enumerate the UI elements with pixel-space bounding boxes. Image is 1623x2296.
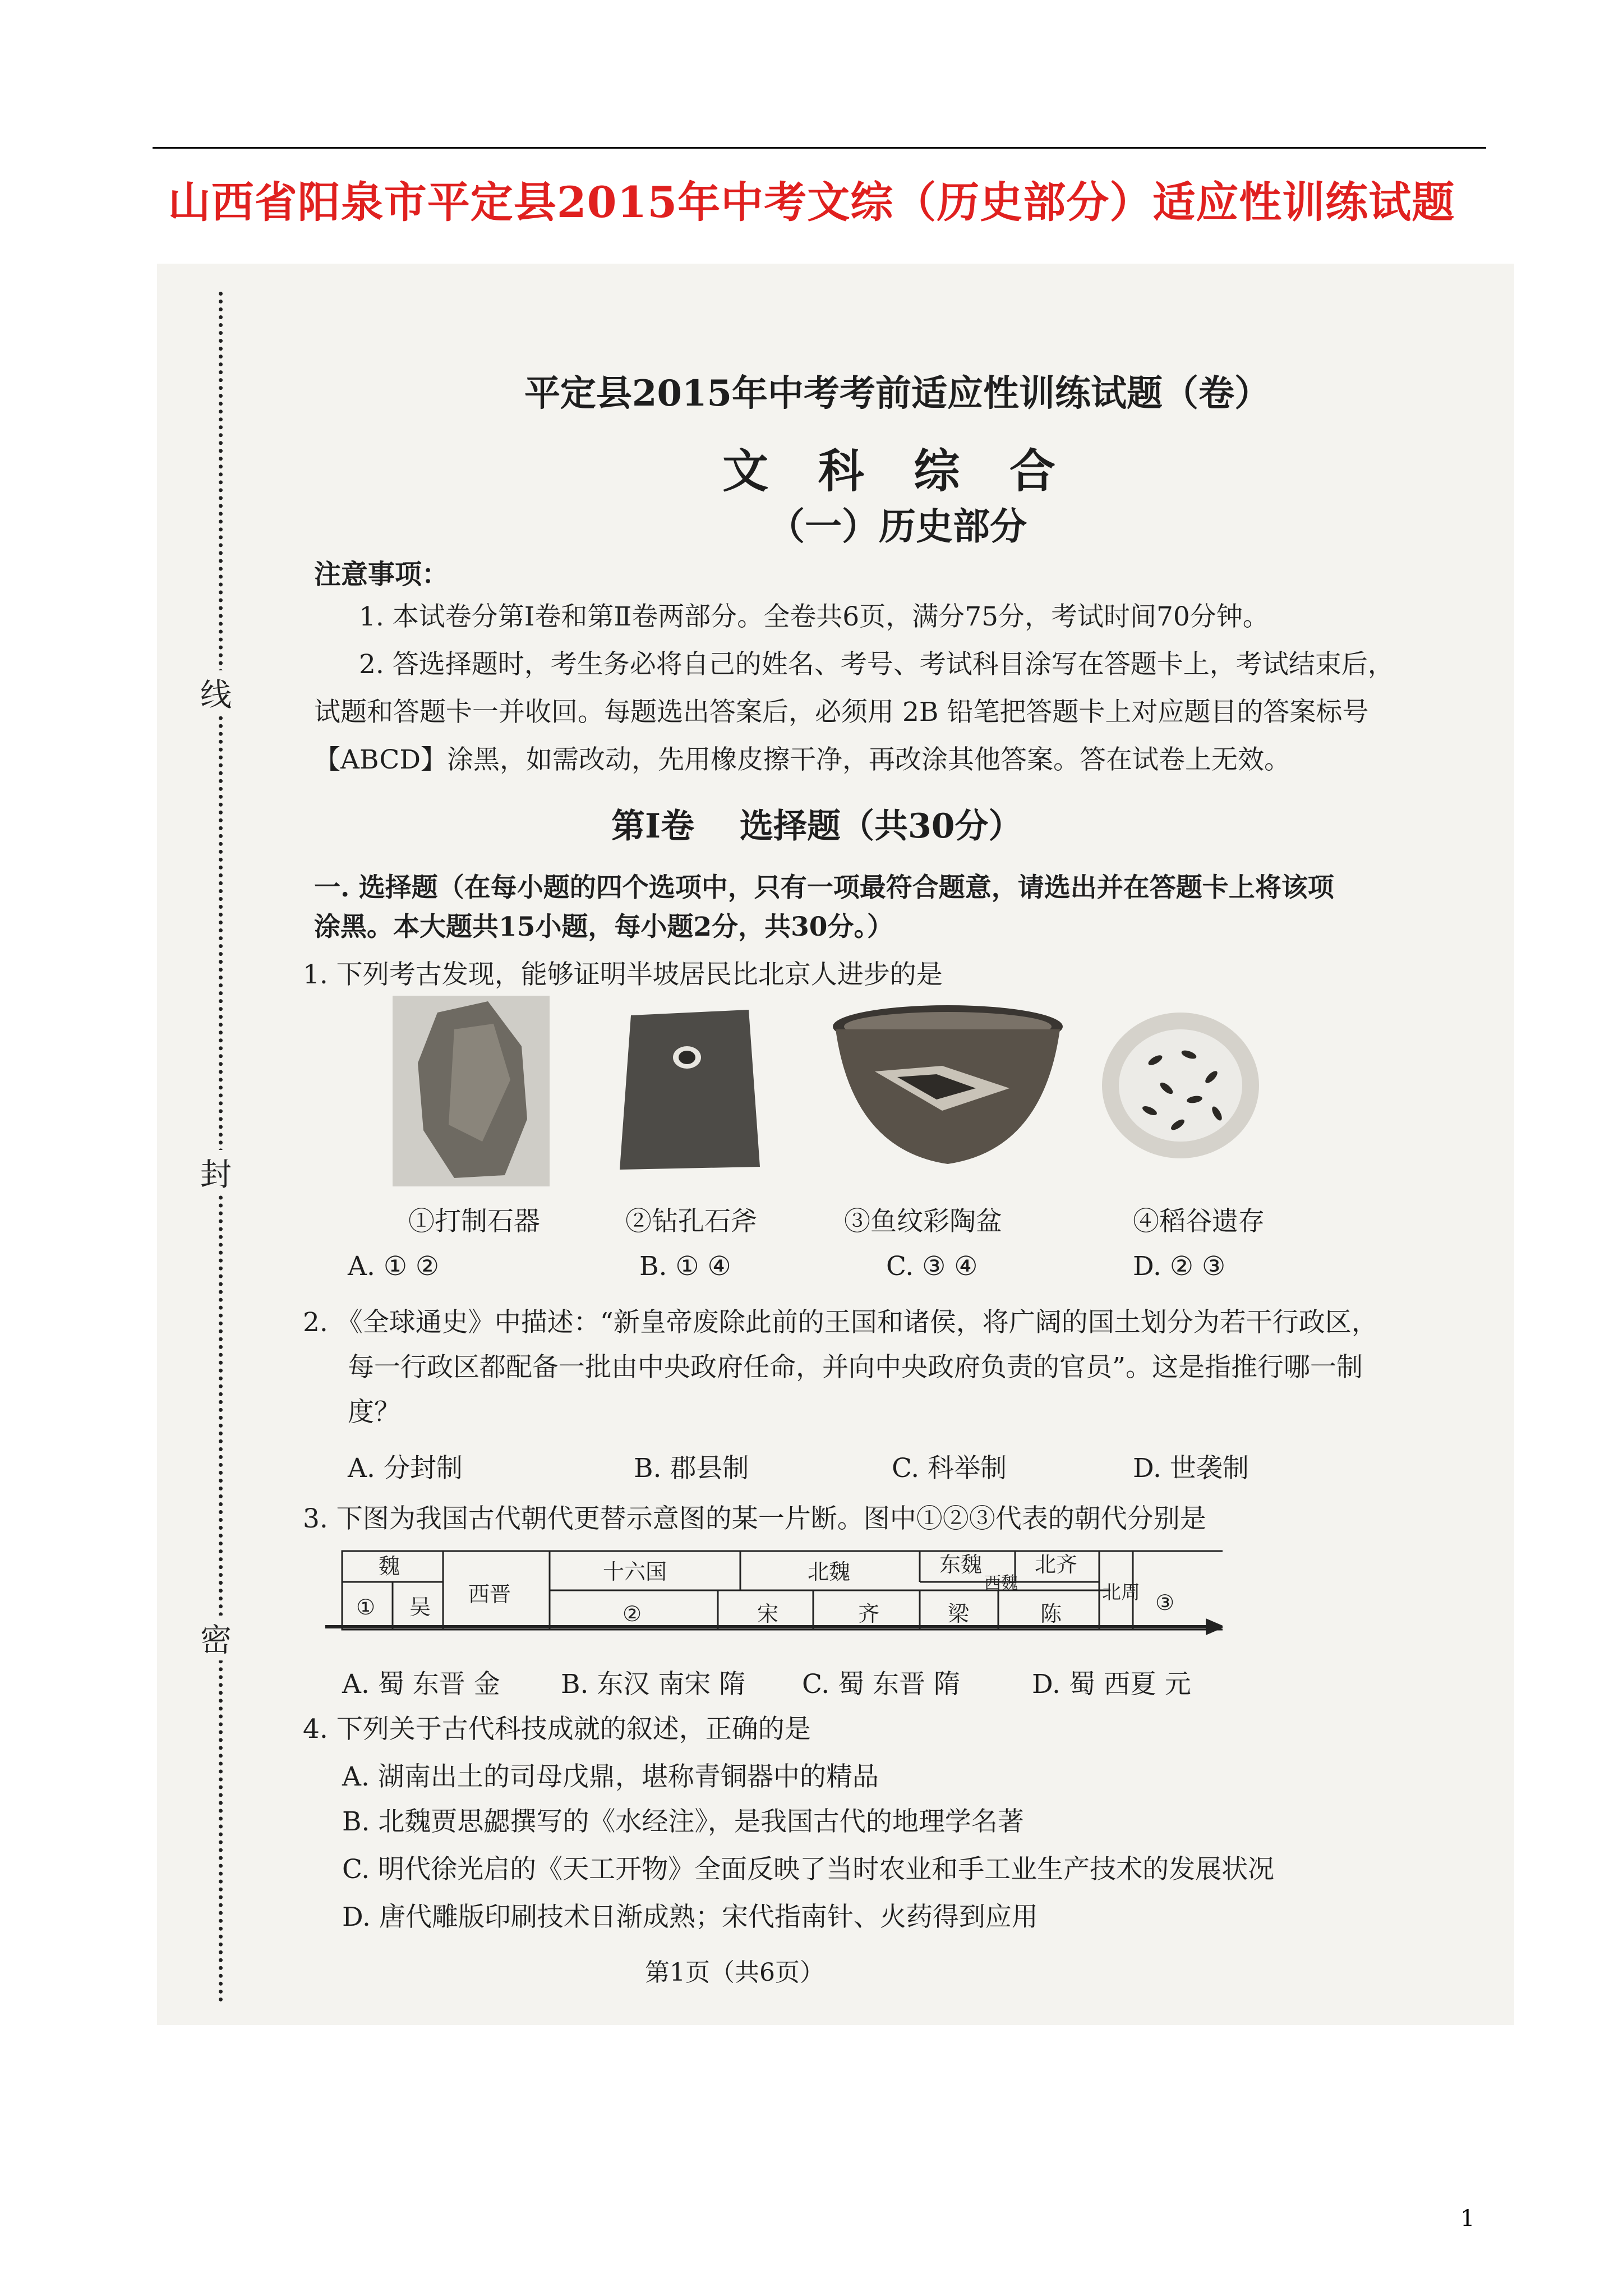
q3-option-b: B. 东汉 南宋 隋 [561,1669,746,1700]
timeline-label: 北魏 [808,1559,851,1584]
timeline-label: 北齐 [1035,1552,1078,1577]
fish-pattern-pottery-basin-image [830,1004,1066,1167]
note-line: 2. 答选择题时，考生务必将自己的姓名、考号、考试科目涂写在答题卡上，考试结束后， [359,649,1394,680]
question-2-line: 每一行政区都配备一批由中央政府任命，并向中央政府负责的官员”。这是指推行哪一制 [348,1352,1363,1383]
timeline-label: 西魏 [984,1573,1018,1593]
timeline-label: 梁 [948,1602,970,1626]
timeline-label: 十六国 [603,1559,667,1584]
question-2-line: 度？ [348,1397,400,1428]
document-title: 山西省阳泉市平定县2015年中考文综（历史部分）适应性训练试题 [168,177,1455,227]
binding-mark-xian: 线 [196,670,236,715]
note-line: 1. 本试卷分第Ⅰ卷和第Ⅱ卷两部分。全卷共6页，满分75分，考试时间70分钟。 [359,601,1269,632]
image-caption: ②钻孔石斧 [625,1206,757,1237]
image-caption: ④稻谷遗存 [1133,1206,1265,1237]
binding-line [219,292,224,2003]
q4-option-a: A. 湖南出土的司母戊鼎，堪称青铜器中的精品 [342,1761,879,1792]
notes-heading: 注意事项： [314,559,449,590]
q1-option-d: D. ② ③ [1133,1251,1226,1282]
image-caption: ③鱼纹彩陶盆 [844,1206,1002,1237]
exam-title: 平定县2015年中考考前适应性训练试题（卷） [524,372,1271,415]
dynasty-timeline-diagram [325,1548,1223,1644]
timeline-label: 西晋 [468,1582,511,1607]
q1-option-a: A. ① ② [348,1251,440,1282]
timeline-label: 吴 [409,1595,431,1619]
timeline-label: 宋 [757,1602,779,1626]
section-instructions: 一. 选择题（在每小题的四个选项中，只有一项最符合题意，请选出并在答题卡上将该项 [314,872,1334,903]
timeline-label: 魏 [379,1554,400,1579]
exam-part: （一）历史部分 [768,504,1027,548]
question-3-stem: 3. 下图为我国古代朝代更替示意图的某一片断。图中①②③代表的朝代分别是 [303,1503,1206,1534]
exam-subject: 文 科 综 合 [722,444,1072,498]
q4-option-d: D. 唐代雕版印刷技术日渐成熟；宋代指南针、火药得到应用 [342,1902,1038,1932]
q2-option-c: C. 科举制 [892,1453,1007,1484]
timeline-label: ③ [1155,1590,1175,1615]
question-2-line: 2. 《全球通史》中描述：“新皇帝废除此前的王国和诸侯，将广阔的国土划分为若干行政区， [303,1307,1378,1338]
section-instructions: 涂黑。本大题共15小题，每小题2分，共30分。） [314,912,894,942]
timeline-label: 东魏 [939,1552,983,1577]
top-rule [153,147,1486,149]
timeline-label: 北周 [1102,1581,1140,1604]
question-4-stem: 4. 下列关于古代科技成就的叙述，正确的是 [303,1714,811,1745]
timeline-label: 齐 [858,1602,880,1626]
binding-mark-feng: 封 [196,1150,236,1195]
image-caption: ①打制石器 [408,1206,540,1237]
q2-option-a: A. 分封制 [348,1453,463,1484]
q2-option-b: B. 郡县制 [634,1453,749,1484]
note-line: 试题和答题卡一并收回。每题选出答案后，必须用 2B 铅笔把答题卡上对应题目的答案标号 [314,697,1369,728]
q2-option-d: D. 世袭制 [1133,1453,1249,1484]
q1-option-c: C. ③ ④ [886,1251,978,1282]
q4-option-b: B. 北魏贾思勰撰写的《水经注》，是我国古代的地理学名著 [342,1806,1024,1837]
timeline-label: ② [623,1602,642,1626]
q3-option-d: D. 蜀 西夏 元 [1032,1669,1191,1700]
exam-page-footer: 第1页（共6页） [645,1958,824,1987]
timeline-label: 陈 [1040,1602,1062,1626]
q3-option-c: C. 蜀 东晋 隋 [802,1669,961,1700]
question-1-stem: 1. 下列考古发现，能够证明半坡居民比北京人进步的是 [303,959,943,990]
rice-remains-image [1099,1010,1262,1161]
section-title: 第Ⅰ卷 选择题（共30分） [611,807,1022,846]
binding-mark-mi: 密 [196,1616,236,1660]
note-line: 【ABCD】涂黑，如需改动，先用橡皮擦干净，再改涂其他答案。答在试卷上无效。 [314,744,1290,775]
q3-option-a: A. 蜀 东晋 金 [342,1669,500,1700]
q4-option-c: C. 明代徐光启的《天工开物》全面反映了当时农业和手工业生产技术的发展状况 [342,1854,1275,1885]
q1-option-b: B. ① ④ [639,1251,731,1282]
page-number: 1 [1460,2206,1475,2231]
drilled-stone-axe-image [614,1004,766,1172]
timeline-label: ① [356,1595,376,1619]
chipped-stone-tool-image [393,996,550,1186]
